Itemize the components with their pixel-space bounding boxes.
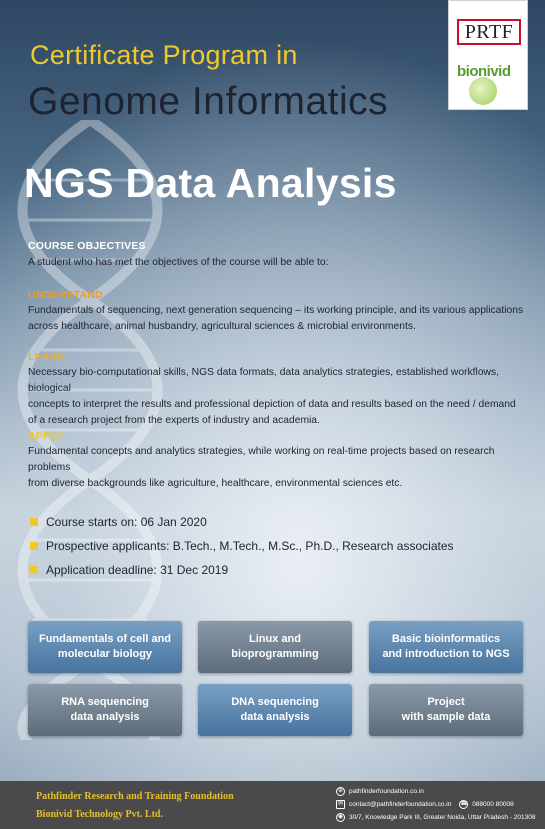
module-line: DNA sequencing [231, 696, 319, 708]
prtf-logo-text: PRTF [464, 21, 514, 43]
module-tile-linux [198, 621, 352, 673]
footer-org-pathfinder: Pathfinder Research and Training Foundation [36, 791, 234, 802]
module-tile-cell-biology [28, 621, 182, 673]
bullet-square-icon [30, 542, 38, 550]
location-icon: ◉ [337, 814, 344, 820]
bionivid-logo-circle [469, 77, 497, 105]
module-line: Linux and [249, 633, 301, 645]
course-title: NGS Data Analysis [24, 160, 397, 206]
list-item [30, 514, 454, 538]
bionivid-logo [455, 63, 525, 107]
key-info-list [30, 514, 454, 586]
footer-address [336, 813, 535, 823]
bullet-text: Application deadline: 31 Dec 2019 [46, 563, 229, 577]
list-item [30, 562, 454, 586]
module-line: bioprogramming [231, 648, 319, 660]
bullet-square-icon [30, 566, 38, 574]
module-tile-bioinformatics [369, 621, 523, 673]
module-line: molecular biology [57, 648, 153, 660]
text-line: of a research project from the experts of industry and academia. [28, 415, 320, 426]
website-text[interactable]: pathfinderfoundation.co.in [349, 788, 424, 796]
phone-icon: ☎ [460, 801, 468, 807]
module-line: Fundamentals of cell and [38, 633, 172, 645]
mail-icon: ✉ [337, 801, 344, 807]
bullet-text: Course starts on: 06 Jan 2020 [46, 515, 207, 529]
text-line: across healthcare, animal husbandry, agricultural sciences & microbial environments. [28, 321, 416, 332]
section-heading-apply: APPLY [28, 430, 64, 442]
program-title: Certificate Program in [30, 40, 298, 70]
footer-website[interactable] [336, 787, 424, 797]
list-item [30, 538, 454, 562]
text-line: Fundamentals of sequencing, next generation sequencing – its working principle, and its various applications [28, 305, 524, 316]
footer-org-bionivid: Bionivid Technology Pvt. Ltd. [36, 809, 163, 820]
globe-icon: ⊕ [337, 788, 344, 794]
section-heading-learn: LEARN [28, 351, 66, 363]
module-line: Project [427, 696, 465, 708]
phone-text[interactable]: 088000 80008 [472, 801, 514, 809]
address-text: 30/7, Knowledge Park III, Greater Noida, Uttar Pradesh - 201308 [349, 814, 536, 822]
section-text-apply [28, 444, 528, 492]
text-line: Necessary bio-computational skills, NGS data formats, data analytics strategies, established workflows, biological [28, 367, 499, 394]
section-heading-understand: UNDERSTAND [28, 289, 103, 301]
footer [0, 781, 545, 829]
email-text[interactable]: contact@pathfinderfoundation.co.in [349, 801, 452, 809]
module-line: data analysis [70, 711, 140, 723]
module-line: Basic bioinformatics [391, 633, 501, 645]
module-tile-project [369, 684, 523, 736]
module-line: and introduction to NGS [382, 648, 510, 660]
module-line: RNA sequencing [61, 696, 149, 708]
module-tile-rna-seq [28, 684, 182, 736]
bullet-square-icon [30, 518, 38, 526]
bullet-text: Prospective applicants: B.Tech., M.Tech., M.Sc., Ph.D., Research associates [46, 539, 454, 553]
module-tile-dna-seq [198, 684, 352, 736]
text-line: concepts to interpret the results and professional depiction of data and results based on the need / demand [28, 399, 516, 410]
objectives-intro: A student who has met the objectives of the course will be able to: [28, 257, 329, 268]
footer-contact [336, 800, 514, 810]
program-subject: Genome Informatics [28, 80, 389, 123]
module-line: with sample data [401, 711, 491, 723]
text-line: from diverse backgrounds like agriculture, healthcare, environmental sciences etc. [28, 478, 403, 489]
module-line: data analysis [240, 711, 310, 723]
section-text-learn [28, 365, 528, 429]
objectives-heading: COURSE OBJECTIVES [28, 240, 146, 252]
logo-panel [448, 0, 528, 110]
text-line: Fundamental concepts and analytics strategies, while working on real-time projects based on research problems [28, 446, 495, 473]
bionivid-logo-text: bionivid [457, 63, 511, 80]
section-text-understand [28, 303, 528, 335]
prtf-logo [457, 19, 521, 45]
